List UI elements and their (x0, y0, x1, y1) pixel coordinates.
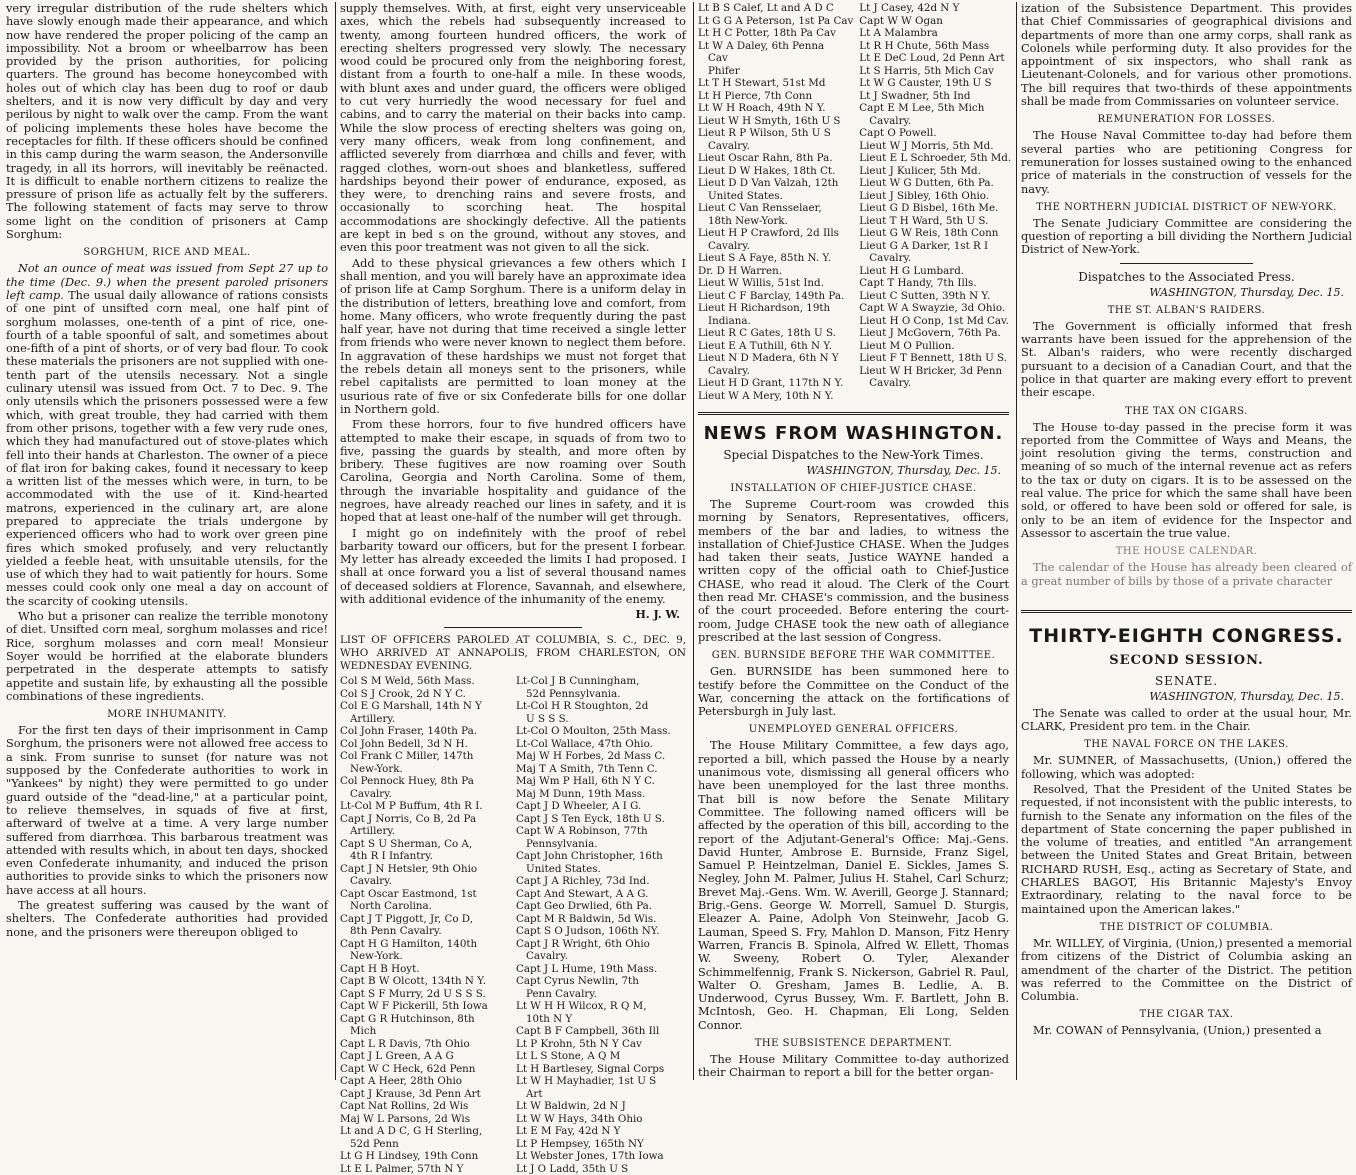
signature: H. J. W. (635, 608, 680, 622)
officer-name: Artillery. (350, 825, 396, 838)
officer-name: Lieut H O Conp, 1st Md Cav. (859, 314, 1009, 327)
officer-name: Capt S F Murry, 2d U S S S. (340, 987, 486, 1000)
officer-name: Lt E L Palmer, 57th N Y (340, 1162, 464, 1175)
officer-name: Cavalry. (869, 377, 912, 389)
column-4 (1016, 2, 1356, 1080)
paragraph: The greatest suffering was caused by the want of shelters. The Confederate authorities had provided none, and the prisoners were thereupon obliged to (6, 899, 328, 939)
officer-name: Lieut Oscar Rahn, 8th Pa. (698, 152, 833, 164)
officer-name: United States. (708, 189, 783, 202)
officer-name: Lieut G D Bisbel, 16th Me. (859, 202, 999, 214)
officer-name: Lt W G Causter, 19th U S (859, 77, 992, 89)
officer-list-right (859, 2, 1011, 402)
officer-name: Capt H B Hoyt. (340, 962, 420, 975)
paragraph: Mr. COWAN of Pennsylvania, (Union,) presented a (1033, 1024, 1322, 1038)
officer-name: Capt S U Sherman, Co A, (340, 837, 473, 850)
officer-name: Capt J N Hetsler, 9th Ohio (340, 862, 478, 875)
officer-name: Lieut W J Morris, 5th Md. (859, 139, 994, 152)
list-heading: LIST OF OFFICERS PAROLED AT COLUMBIA, S. C., DEC. 9, WHO ARRIVED AT ANNAPOLIS, FROM CHARLESTON, ON WEDNESDAY EVENING. (340, 634, 686, 673)
officer-name: Lieut W Willis, 51st Ind. (698, 277, 824, 289)
officer-name: Lt W H H Wilcox, R Q M, (516, 1000, 647, 1013)
officer-name: Lieut J Kulicer, 5th Md. (859, 164, 981, 177)
officer-name: Lieut H G Lumbard. (859, 264, 965, 277)
subheading: INSTALLATION OF CHIEF-JUSTICE CHASE. (730, 483, 977, 494)
paragraph: The House to-day passed in the precise form it was reported from the Committee of Ways and Means, the joint resolution giving the terms, construction and meaning of so much of the internal revenue act as refers to the tax or duty on cigars. It is to be assessed on the real value. The price for which the same shall have been sold, or offered to have been sold or offered for sale, is only to be an item of evidence for the Inspector and Assessor to ascertain the true value. (1021, 420, 1352, 540)
officer-name: 10th N Y (526, 1012, 573, 1025)
italic-lead: Not an ounce of meat was issued from Sept 27 up to the time (Dec. 9.) when the present paroled prisoners left camp. (6, 262, 328, 302)
officer-name: Lt H C Potter, 18th Pa Cav (698, 27, 836, 39)
officer-name: Lt W H Roach, 49th N Y. (698, 102, 826, 114)
officer-name: Lieut W H Bricker, 3d Penn (859, 364, 1003, 377)
officer-list-left (340, 675, 510, 1175)
officer-name: Lieut C F Barclay, 149th Pa. (698, 289, 845, 302)
officer-name: Dr. D H Warren. (698, 264, 783, 277)
paragraph: I might go on indefinitely with the proof of rebel barbarity toward our officers, but for the present I forbear. My letter has already exceeded the limits I had proposed. I shall at once forward you a list of several thousand names of deceased soldiers at Florence, Savannah, and elsewhere, with additional evidence of the inhumanity of the enemy. (340, 526, 686, 607)
officer-name: Artillery. (350, 712, 396, 725)
officer-name: 18th New-York. (708, 214, 788, 227)
officer-name: Cavalry. (350, 787, 392, 800)
officer-name: Lt S Harris, 5th Mich Cav (859, 64, 994, 77)
officer-name: Penn Cavalry. (526, 987, 598, 1000)
paragraph: From these horrors, four to five hundred officers have attempted to make their escape, in squads of from two to five, passing the guards by stealth, and more often by bribery. These fugitives are now roaming over South Carolina, Georgia and North Carolina. Some of them, through the invariable hospitality and guidance of the negroes, have already reached our lines in safety, and it is hoped that at least one-half of the number will get through. (340, 418, 686, 525)
officer-name: Lt H Bartlesey, Signal Corps (516, 1062, 665, 1075)
section-headline: THIRTY-EIGHTH CONGRESS. (1021, 610, 1352, 647)
paragraph: The Government is officially informed that fresh warrants have been issued for the apprehension of the St. Alban's raiders, who were recently discharged pursuant to a decision of a Canadian Court, and that the police in that quarter are making every effort to prevent their escape. (1021, 319, 1352, 400)
paragraph: The calendar of the House has already been cleared of a great number of bills by those of a private character (1021, 561, 1352, 588)
paragraph: Gen. BURNSIDE has been summoned here to testify before the Committee on the Conduct of the War, concerning the attack on the fortifications of Petersburgh in July last. (698, 665, 1009, 719)
officer-name: Lt H Pierce, 7th Conn (698, 89, 813, 102)
officer-name: Lt Webster Jones, 17th Iowa (516, 1150, 664, 1163)
officer-name: Maj M Dunn, 19th Mass. (516, 787, 646, 800)
officer-name: North Carolina. (350, 900, 432, 913)
officer-name: Lt-Col J B Cunningham, (516, 675, 640, 688)
officer-name: Lt J Casey, 42d N Y (859, 2, 960, 14)
officer-name: Capt Geo Drwlied, 6th Pa. (516, 900, 653, 913)
officer-name: Capt And Stewart, A A G. (516, 887, 649, 900)
officer-name: Lieut R C Gates, 18th U S. (698, 327, 836, 339)
column-1 (2, 2, 332, 1080)
paragraph: very irregular distribution of the rude shelters which have slowly enough made their appearance, and which now have rendered the proper policing of the camp an impossibility. Not a broom or wheelbarrow has been provided by the prison authorities, for policing quarters. The ground has become honeycombed with holes out of which clay has been dug to roof or daub shelters, and it is now very difficult by day and very perilous by night to walk over the camp. From the want of policing implements these holes have become the receptacles for filth. If these officers should be confined in this camp during the warm season, the Andersonville tragedy, in all its horrors, will inevitably be reënacted. It is difficult to enable northern citizens to realize the pressure of prison life as actually felt by the sufferers. The following statement of facts may serve to throw some light on the condition of prisoners at Camp Sorghum: (6, 2, 328, 242)
officer-name: Lieut W G Dutten, 6th Pa. (859, 177, 994, 189)
officer-name: Lieut T H Ward, 5th U S. (859, 214, 989, 227)
officer-name: Lieut G A Darker, 1st R I (859, 239, 989, 252)
paragraph-body: The usual daily allowance of rations consists of one pint of unsifted corn meal, one half pint of sorghum molasses, one-tenth of a pint of rice, one-fourth of a table spoonful of salt, and sometimes about one-fifth of a pint of shorts, or of very bad flour. To cook these materials the prisoners are not supplied with one-tenth part of the utensils necessary. Not a single culinary utensil was issued from Oct. 7 to Dec. 9. The only utensils which the prisoners possessed were a few which, with great trouble, they had carried with them from other prisons, together with a few very rude ones, which they had manufactured out of stove-plates which fell into their hands at Charleston. The owner of a piece of flat iron for baking cakes, found it necessary to keep a written list of the messes which were, in turn, to be accommodated with the use of it. Kind-hearted matrons, experienced in the culinary art, are alone prepared to appreciate the trials undergone by experienced officers who had to work over green pine fires which smoked profusely, and very reluctantly yielded a feeble heat, with unsuitable utensils, for the use of which they had to wait patiently for hours. Some messes could cook only one meal a day on account of the scarcity of cooking utensils. (6, 288, 328, 608)
officer-name: Col Frank C Miller, 147th (340, 750, 474, 763)
subheading: THE DISTRICT OF COLUMBIA. (1099, 921, 1274, 933)
officer-name: Lt E DeC Loud, 2d Penn Art (859, 52, 1005, 64)
paragraph: Mr. SUMNER, of Massachusetts, (Union,) offered the following, which was adopted: (1021, 754, 1352, 781)
subheading: THE TAX ON CIGARS. (1125, 405, 1248, 417)
officer-name: Lt-Col H R Stoughton, 2d (516, 700, 649, 713)
subheading: THE ST. ALBAN'S RAIDERS. (1107, 304, 1266, 316)
officer-name: Cavalry. (708, 239, 750, 252)
officer-name: Cavalry. (869, 114, 912, 127)
officer-name: Lieut S A Faye, 85th N. Y. (698, 252, 832, 264)
divider (444, 627, 582, 628)
subheading: SORGHUM, RICE AND MEAL. (83, 247, 251, 259)
officer-name: Capt J L Hume, 19th Mass. (516, 962, 658, 975)
officer-name: 8th Penn Cavalry. (350, 925, 442, 938)
officer-name: Lieut H D Grant, 117th N Y. (698, 377, 844, 389)
officer-list (698, 2, 1012, 402)
paragraph: Who but a prisoner can realize the terrible monotony of diet. Unsifted corn meal, sorghum molasses and rice! Rice, sorghum molasses and corn meal! Monsieur Soyer would be horrified at the elaborate blunders perpetrated in the desperate attempts to satisfy appetite and sustain life, by exhausting all the possible combinations of these ingredients. (6, 610, 328, 703)
officer-name: Capt J T Piggott, Jr, Co D, (340, 912, 473, 925)
officer-name: Capt W A Swayzie, 3d Ohio. (859, 302, 1006, 314)
officer-name: United States. (526, 862, 601, 875)
officer-name: Capt L R Davis, 7th Ohio (340, 1037, 470, 1050)
officer-name: Maj T A Smith, 7th Tenn C. (516, 762, 658, 775)
paragraph: Mr. WILLEY, of Virginia, (Union,) presented a memorial from citizens of the District of Columbia asking an amendment of the charter of the District. The petition was referred to the Committee on the District of Columbia. (1021, 936, 1352, 1004)
paragraph: The Senate was called to order at the usual hour, Mr. CLARK, President pro tem. in the Chair. (1021, 706, 1352, 734)
column-2 (335, 2, 690, 1175)
officer-name: Lt W Baldwin, 2d N J (516, 1100, 626, 1113)
subheading: REMUNERATION FOR LOSSES. (1097, 114, 1276, 126)
deck: Dispatches to the Associated Press. (1078, 269, 1295, 284)
officer-name: Lt P Krohn, 5th N Y Cav (516, 1037, 642, 1050)
officer-name: Capt J D Wheeler, A I G. (516, 800, 642, 813)
officer-name: Cavalry. (708, 139, 750, 152)
subheading: THE NORTHERN JUDICIAL DISTRICT OF NEW-YORK. (1036, 201, 1337, 213)
officer-name: New-York. (350, 950, 403, 963)
officer-name: Capt J Norris, Co B, 2d Pa (340, 812, 477, 825)
officer-name: Lt W H Mayhadier, 1st U S (516, 1075, 657, 1088)
officer-name: Capt E M Lee, 5th Mich (859, 102, 985, 114)
officer-name: Capt B F Campbell, 36th Ill (516, 1025, 660, 1038)
officer-name: Lieut W A Mery, 10th N Y. (698, 389, 834, 402)
officer-name: Capt J S Ten Eyck, 18th U S. (516, 812, 665, 825)
officer-name: 52d Pennsylvania. (526, 687, 621, 700)
officer-name: Capt W W Ogan (859, 14, 943, 27)
officer-name: Cavalry. (869, 252, 912, 264)
officer-name: Lieut M O Pullion. (859, 339, 955, 352)
officer-name: Lieut N D Madera, 6th N Y (698, 352, 839, 364)
officer-name: Capt J L Green, A A G (340, 1050, 454, 1063)
officer-name: Lieut H Richardson, 19th (698, 302, 831, 314)
officer-name: Lt G G A Peterson, 1st Pa Cav (698, 14, 854, 27)
dateline: WASHINGTON, Thursday, Dec. 15. (1149, 285, 1344, 299)
officer-name: Lieut F T Bennett, 18th U S. (859, 352, 1008, 364)
officer-name: Capt O Powell. (859, 127, 937, 139)
officer-name: Capt T Handy, 7th Ills. (859, 277, 977, 289)
officer-name: Capt W A Robinson, 77th (516, 825, 648, 838)
officer-name: Capt W F Pickerill, 5th Iowa (340, 1000, 488, 1013)
officer-name: Lt L S Stone, A Q M (516, 1050, 621, 1063)
officer-name: Capt A Heer, 28th Ohio (340, 1075, 462, 1088)
officer-name: Capt J R Wright, 6th Ohio (516, 937, 650, 950)
officer-name: Capt John Christopher, 16th (516, 850, 663, 863)
officer-name: Lieut C Van Rensselaer, (698, 202, 822, 214)
officer-name: Lt and A D C, G H Sterling, (340, 1125, 483, 1138)
officer-name: Capt W C Heck, 62d Penn (340, 1062, 476, 1075)
paragraph (6, 262, 328, 608)
officer-name: Col John Bedell, 3d N H. (340, 737, 468, 750)
officer-name: New-York. (350, 762, 403, 775)
officer-name: Phifer (708, 64, 740, 77)
officer-name: Lieut D D Van Valzah, 12th (698, 177, 839, 189)
paragraph: Resolved, That the President of the United States be requested, if not inconsistent with the public interests, to furnish to the Senate any information on the files of the department of State concerning the paper published in the volume of treaties, and entitled "An arrangement between the United States and Great Britain, between RICHARD RUSH, Esq., acting as Secretary of State, and CHARLES BAGOT, His Britannic Majesty's Envoy Extraordinary, relating to the naval force to be maintained upon the American lakes." (1021, 782, 1352, 916)
officer-name: Lieut J Sibley, 16th Ohio. (859, 189, 990, 202)
officer-name: Lt-Col O Moulton, 25th Mass. (516, 725, 671, 738)
subheading: MORE INHUMANITY. (107, 709, 227, 721)
officer-name: U S S S. (526, 712, 569, 725)
officer-list (340, 675, 686, 1175)
paragraph: supply themselves. With, at first, eight very unserviceable axes, which the rebels had subsequently increased to twenty, among fourteen hundred officers, the work of erecting shelters progressed very slowly. The necessary wood could be procured only from the neighboring forest, distant from a fourth to one-half a mile. In these woods, with blunt axes and under guard, the officers were obliged to cut very hurriedly the wood necessary for fuel and cabins, and to carry the material on their backs into camp. While the slow process of erecting shelters was going on, very many officers, weak from long confinement, and afflicted severely from diarrhœa and chills and fever, with ragged clothes, worn-out shoes and blanketless, suffered hardships beyond their power of endurance, exposed, as they were, to drenching rains and severe frosts, and occasionally to scorching heat. The hospital accommodations are shockingly defective. All the patients are kept in bed s on the ground, without any stoves, and even this poor treatment was not given to all the sick. (340, 2, 686, 255)
officer-name: Col E G Marshall, 14th N Y (340, 700, 482, 713)
subheading: THE NAVAL FORCE ON THE LAKES. (1084, 739, 1289, 751)
officer-name: Indiana. (708, 314, 751, 327)
officer-name: Lt G H Lindsey, 19th Conn (340, 1150, 479, 1163)
officer-name: Lt B S Calef, Lt and A D C (698, 2, 834, 14)
column-3 (693, 2, 1013, 1080)
officer-name: Capt J Krause, 3d Penn Art (340, 1087, 481, 1100)
officer-name: Lieut E L Schroeder, 5th Md. (859, 152, 1012, 164)
officer-name: Col Pennock Huey, 8th Pa (340, 775, 474, 788)
subheading: GEN. BURNSIDE BEFORE THE WAR COMMITTEE. (711, 650, 996, 662)
subheading: THE CIGAR TAX. (1139, 1009, 1234, 1021)
officer-name: Lieut G W Reis, 18th Conn (859, 227, 999, 239)
officer-name: Lieut J McGovern, 76th Pa. (859, 327, 1001, 339)
officer-name: Lt J O Ladd, 35th U S (516, 1162, 629, 1175)
officer-name: Capt M R Baldwin, 5d Wis. (516, 912, 657, 925)
officer-name: Mich (350, 1025, 377, 1038)
officer-name: Lt R H Chute, 56th Mass (859, 39, 990, 52)
dateline: WASHINGTON, Thursday, Dec. 15. (806, 464, 1001, 477)
officer-list-right (516, 675, 686, 1175)
paragraph: The House Military Committee to-day authorized their Chairman to report a bill for the better organ- (698, 1052, 1009, 1080)
officer-name: Lt J Swadner, 5th Ind (859, 89, 971, 102)
officer-name: Lieut W H Smyth, 16th U S (698, 114, 841, 127)
officer-name: Maj W L Parsons, 2d Wis (340, 1112, 470, 1125)
officer-name: Lt E M Fay, 42d N Y (516, 1125, 621, 1138)
officer-name: Lt T H Stewart, 51st Md (698, 77, 826, 89)
paragraph: For the first ten days of their imprisonment in Camp Sorghum, the prisoners were not allowed free access to a sink. From sunrise to sunset (for nature was not supposed by the Confederate authorities to work in "Yankees" by night) they were permitted to go under guard outside of the "dead-line," at a particular point, to relieve themselves, in squads of five at first, afterward of twelve at a time. A very large number suffered from diarrhœa. This barbarous treatment was attended with results which, in about ten days, shocked even Confederate inhumanity, and induced the prison authorities to provide sinks to which the prisoners now have access at all hours. (6, 724, 328, 897)
officer-name: 4th R I Infantry. (350, 850, 434, 863)
paragraph: ization of the Subsistence Department. This provides that Chief Commissaries of geographical divisions and departments of more than one army corps, shall rank as Colonels while performing duty. It also provides for the appointment of six inspectors, who shall rank as Lieutenant-Colonels, and for various other promotions. The bill requires that two-thirds of these appointments shall be made from Commissaries on volunteer service. (1021, 2, 1352, 109)
officer-name: Capt H G Hamilton, 140th (340, 937, 478, 950)
officer-name: Col S J Crook, 2d N Y C. (340, 687, 466, 700)
officer-name: Maj Wm P Hall, 6th N Y C. (516, 775, 655, 788)
officer-name: Lt A Malambra (859, 27, 938, 39)
officer-name: 52d Penn (350, 1137, 399, 1150)
officer-name: Capt B W Olcott, 134th N Y. (340, 975, 486, 988)
officer-name: Lt W W Hays, 34th Ohio (516, 1112, 643, 1125)
headline: NEWS FROM WASHINGTON. (698, 412, 1009, 444)
subheading: THE HOUSE CALENDAR. (1115, 546, 1258, 558)
officer-name: Col John Fraser, 140th Pa. (340, 725, 478, 738)
officer-name: Lt-Col Wallace, 47th Ohio. (516, 737, 653, 750)
divider (1120, 263, 1252, 264)
session-heading: SECOND SESSION. (1109, 652, 1264, 668)
officer-name: Capt Cyrus Newlin, 7th (516, 975, 639, 988)
paragraph: The Supreme Court-room was crowded this morning by Senators, Representatives, officers, members of the bar and ladies, to witness the installation of Chief-Justice CHASE. When the Judges had taken their seats, Justice WAYNE handed a written copy of the official oath to Chief-Justice CHASE, who read it aloud. The Clerk of the Court then read Mr. CHASE's commission, and the business of the court proceeded. Before entering the court-room, Judge CHASE took the new oath of allegiance prescribed at the last session of Congress. (698, 498, 1009, 644)
officer-name: Col S M Weld, 56th Mass. (340, 675, 475, 688)
officer-list-left (698, 2, 853, 402)
officer-name: Lieut C Sutten, 39th N Y. (859, 289, 991, 302)
deck: Special Dispatches to the New-York Times. (723, 448, 984, 462)
officer-name: Capt J A Richley, 73d Ind. (516, 875, 650, 888)
officer-name: Capt G R Hutchinson, 8th (340, 1012, 475, 1025)
officer-name: Lieut H P Crawford, 2d Ills (698, 227, 839, 239)
paragraph: Add to these physical grievances a few others which I shall mention, and you will barely have an approximate idea of prison life at Camp Sorghum. There is a uniform delay in the distribution of letters, breathing love and comfort, from home. Many officers, who wrote frequently during the past half year, have not during that time received a single letter from friends who were never known to neglect them before. In aggravation of these hardships we must not forget that the rebels detain all moneys sent to the prisoners, while rebel capitalists are permitted to loan money at the usurious rate of five or six Confederate bills for one dollar in Northern gold. (340, 256, 686, 416)
paragraph: The Senate Judiciary Committee are considering the question of reporting a bill dividing the Northern Judicial District of New-York. (1021, 216, 1352, 257)
officer-name: Lieut E A Tuthill, 6th N Y. (698, 339, 833, 352)
officer-name: Pennsylvania. (526, 837, 598, 850)
officer-name: Cavalry. (350, 875, 392, 888)
paragraph: The House Naval Committee to-day had before them several parties who are petitioning Congress for remuneration for losses sustained owing to the enhanced price of materials in the construction of vessels for the navy. (1021, 129, 1352, 196)
officer-name: Lt-Col M P Buffum, 4th R I. (340, 800, 483, 813)
dateline: WASHINGTON, Thursday, Dec. 15. (1149, 689, 1344, 703)
senate-heading: SENATE. (1154, 673, 1219, 688)
officer-name: Lt P Hempsey, 165th NY (516, 1137, 644, 1150)
officer-name: Lieut R P Wilson, 5th U S (698, 127, 831, 139)
officer-name: Maj W H Forbes, 2d Mass C. (516, 750, 666, 763)
officer-name: Art (526, 1087, 543, 1100)
subheading: THE SUBSISTENCE DEPARTMENT. (754, 1037, 953, 1049)
officer-name: Lieut D W Hakes, 18th Ct. (698, 164, 836, 177)
officer-name: Capt Oscar Eastmond, 1st (340, 887, 477, 900)
officer-name: Cavalry. (708, 364, 750, 377)
officer-name: Cavalry. (526, 950, 568, 963)
officer-name: Lt W A Daley, 6th Penna (698, 39, 825, 52)
officer-name: Capt S O Judson, 106th NY. (516, 925, 660, 938)
paragraph: The House Military Committee, a few days ago, reported a bill, which passed the House by a nearly unanimous vote, dismissing all general officers who have been unemployed for the last three months. That bill is now before the Senate Military Committee. The following named officers will be affected by the operation of this bill, according to the report of the Adjutant-General's Office: Maj.-Gens. David Hunter, Ambrose E. Burnside, Franz Sigel, Samuel P. Heintzelman, Daniel E. Sickles, James S. Negley, John M. Palmer, Julius H. Stahel, Carl Schurz; Brevet Maj.-Gens. Wm. W. Averill, George J. Stannard; Brig.-Gens. George W. Morrell, Samuel D. Sturgis, Eleazer A. Paine, Adolph Von Steinwehr, Jacob G. Lauman, Speed S. Fry, Mahlon D. Manson, Fitz Henry Warren, Francis B. Spinola, Alfred W. Ellett, Thomas W. Sweeny, Robert O. Tyler, Alexander Schimmelfennig, Frank S. Nickerson, Gabriel R. Paul, Walter O. Gresham, James B. Ledlie, A. B. Underwood, Cyrus Bussey, Wm. F. Bartlett, John B. McIntosh, Geo. H. Chapman, Eli Long, Selden Connor. (698, 739, 1009, 1032)
subheading: UNEMPLOYED GENERAL OFFICERS. (748, 724, 959, 736)
officer-name: Capt Nat Rollins, 2d Wis (340, 1100, 469, 1113)
officer-name: Cav (708, 52, 728, 64)
